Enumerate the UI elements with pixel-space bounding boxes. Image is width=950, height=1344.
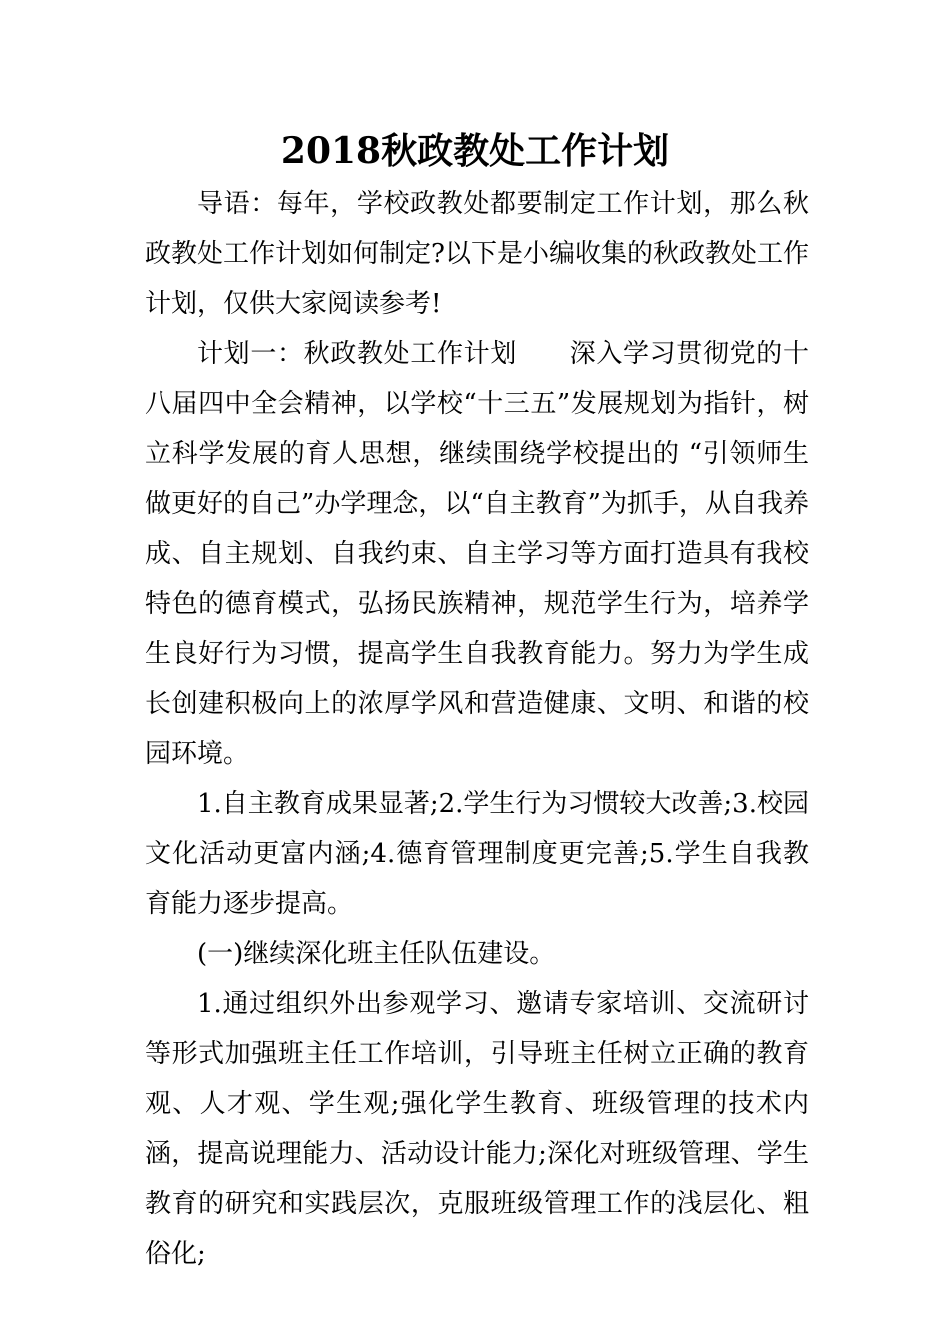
training-paragraph: 1.通过组织外出参观学习、邀请专家培训、交流研讨等形式加强班主任工作培训，引导班主任树立正确的教育观、人才观、学生观;强化学生教育、班级管理的技术内涵，提高说理能力、活动设计能力;深化对班级管理、学生教育的研究和实践层次，克服班级管理工作的浅层化、粗俗化; — [145, 989, 809, 1269]
document-body — [145, 179, 809, 1279]
plan-one-heading: 计划一：秋政教处工作计划 — [197, 339, 517, 369]
goals-paragraph: 1.自主教育成果显著;2.学生行为习惯较大改善;3.校园文化活动更富内涵;4.德育管理制度更完善;5.学生自我教育能力逐步提高。 — [145, 789, 809, 919]
plan-one-text: 深入学习贯彻党的十八届四中全会精神，以学校“十三五”发展规划为指针，树立科学发展的育人思想，继续围绕学校提出的 “引领师生做更好的自己”办学理念，以“自主教育”为抓手，从自我养成、自主规划、自我约束、自主学习等方面打造具有我校特色的德育模式，弘扬民族精神，规范学生行为，培养学生良好行为习惯，提高学生自我教育能力。努力为学生成长创建积极向上的浓厚学风和营造健康、文明、和谐的校园环境。 — [145, 339, 809, 769]
plan-one-paragraph — [145, 329, 809, 779]
section-heading: (一)继续深化班主任队伍建设。 — [197, 939, 556, 969]
intro-paragraph: 导语：每年，学校政教处都要制定工作计划，那么秋政教处工作计划如何制定?以下是小编收集的秋政教处工作计划，仅供大家阅读参考! — [145, 189, 809, 319]
document-title: 2018秋政教处工作计划 — [280, 130, 670, 172]
